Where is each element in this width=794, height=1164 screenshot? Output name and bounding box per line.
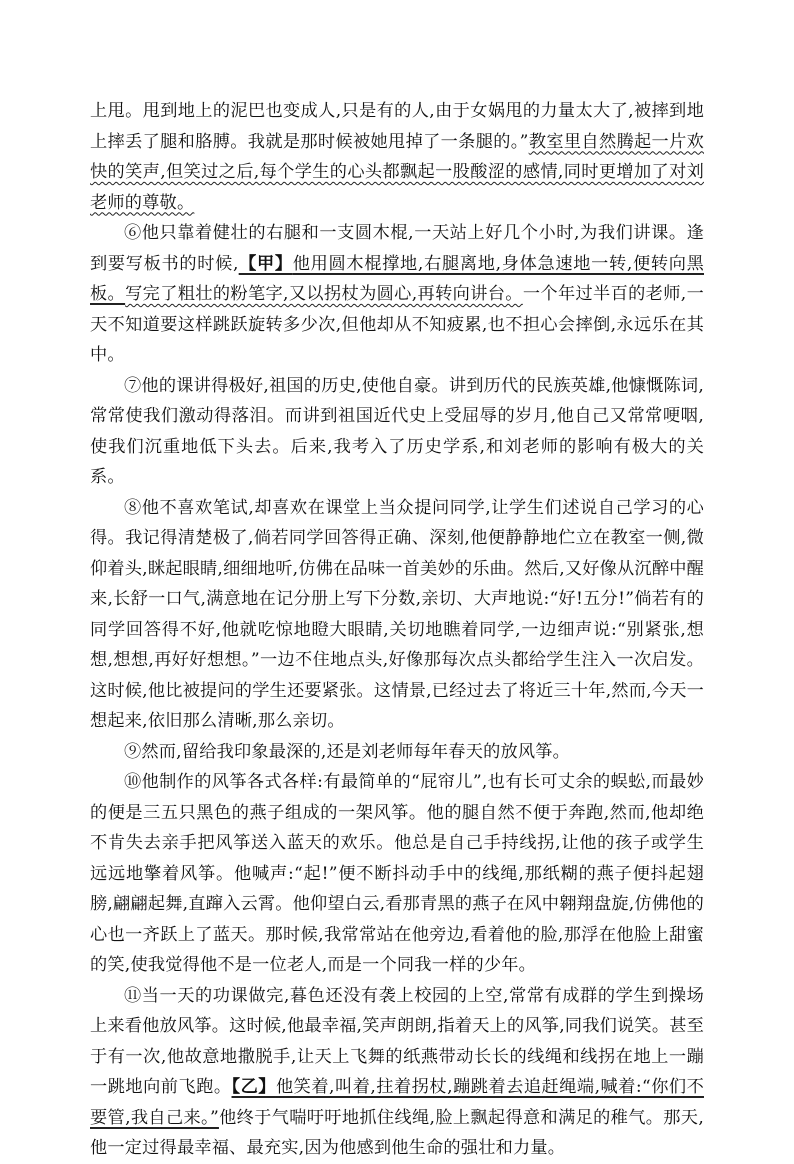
paragraph-number: ⑧ <box>124 497 142 518</box>
paragraph-text: 然而,留给我印象最深的,还是刘老师每年春天的放风筝。 <box>141 741 571 762</box>
paragraph-text: 他不喜欢笔试,却喜欢在课堂上当众提问同学,让学生们述说自己学习的心得。我记得清楚极了,倘若同学回答得正确、深刻,他便静静地伫立在教室一侧,微仰着头,眯起眼睛,细细地听,仿佛在品味一首美妙的乐曲。然后,又好像从沉醉中醒来,长舒一口气,满意地在记分册上写下分数,亲切、大声地说:“好!五分!”倘若有的同学回答得不好,他就吃惊地瞪大眼睛,关切地瞧着同学,一边细声说:“别紧张,想想,想想,再好好想想。”一边不住地点头,好像那每次点头都给学生注入一次启发。这时候,他比被提问的学生还要紧张。这情景,已经过去了将近三十年,然而,今天一想起来,依旧那么清晰,那么亲切。 <box>90 497 705 731</box>
paragraph-number: ⑩ <box>124 772 142 792</box>
paragraph-text: 当一天的功课做完,暮色还没有袭上校园的上空,常常有成群的学生到操场上来看他放风筝。这时候,他最幸福,笑声朗朗,指着天上的风筝,同我们说笑。甚至于有一次,他故意地撒脱手,让天上飞舞的纸燕带动长长的线绳和线拐在地上一蹦一跳地向前飞跑。 <box>90 985 705 1097</box>
paragraph-8 <box>90 493 704 737</box>
paragraph-text-tail: 他终于气喘吁吁地抓住线绳,脸上飘起得意和满足的稚气。那天,他一定过得最幸福、最充实,因为他感到他生命的强壮和力量。 <box>90 1107 705 1158</box>
paragraph-number: ⑥ <box>124 223 142 243</box>
paragraph-text: 他制作的风筝各式各样:有最简单的“屁帘儿”,也有长可丈余的蜈蚣,而最妙的便是三五只黑色的燕子组成的一架风筝。他的腿自然不便于奔跑,然而,他却绝不肯失去亲手把风筝送入蓝天的欢乐。他总是自己手持线拐,让他的孩子或学生远远地擎着风筝。他喊声:“起!”便不断抖动手中的线绳,那纸糊的燕子便抖起翅膀,翩翩起舞,直蹿入云霄。他仰望白云,看那青黑的燕子在风中翱翔盘旋,仿佛他的心也一齐跃上了蓝天。那时候,我常常站在他旁边,看着他的脸,那浮在他脸上甜蜜的笑,使我觉得他不是一位老人,而是一个同我一样的少年。 <box>90 772 705 975</box>
paragraph-9 <box>90 737 704 768</box>
paragraph-text-tail: 一个年过半百的老师,一天不知道要这样跳跃旋转多少次,但他却从不知疲累,也不担心会摔倒,永远乐在其中。 <box>90 284 704 365</box>
paragraph-10 <box>90 767 704 981</box>
paragraph-6 <box>90 218 704 371</box>
underlined-sentence-yi: 他笑着,叫着,拄着拐杖,蹦跳着去追赶绳端,喊着:“你们不要管,我自己来。” <box>90 1077 704 1128</box>
paragraph-11 <box>90 981 704 1164</box>
paragraph-number: ⑦ <box>124 375 142 396</box>
wavy-underlined-sentence: 写完了粗壮的粉笔字,又以拐杖为圆心,再转向讲台。 <box>125 284 523 304</box>
paragraph-number: ⑪ <box>124 985 142 1006</box>
marker-jia: 【甲】 <box>238 253 293 274</box>
wavy-underlined-sentence: 教室里自然腾起一片欢快的笑声,但笑过之后,每个学生的心头都飘起一股酸涩的感情,同时更增加了对刘老师的尊敬。 <box>90 131 704 213</box>
paragraph-5-continuation <box>90 96 704 218</box>
article-body <box>90 96 704 1164</box>
paragraph-number: ⑨ <box>124 741 142 762</box>
paragraph-7 <box>90 371 704 493</box>
paragraph-text: 他只靠着健壮的右腿和一支圆木棍,一天站上好几个小时,为我们讲课。逢到要写板书的时候, <box>90 223 705 274</box>
paragraph-text: 他的课讲得极好,祖国的历史,使他自豪。讲到历代的民族英雄,他慷慨陈词,常常使我们激动得落泪。而讲到祖国近代史上受屈辱的岁月,他自己又常常哽咽,使我们沉重地低下头去。后来,我考入了历史学系,和刘老师的影响有极大的关系。 <box>90 375 705 487</box>
paragraph-text: 上甩。甩到地上的泥巴也变成人,只是有的人,由于女娲甩的力量太大了,被摔到地上摔丢了腿和胳膊。我就是那时候被她甩掉了一条腿的。” <box>90 101 704 152</box>
marker-yi: 【乙】 <box>231 1077 276 1097</box>
underlined-sentence-jia: 他用圆木棍撑地,右腿离地,身体急速地一转,便转向黑板。 <box>90 253 705 304</box>
